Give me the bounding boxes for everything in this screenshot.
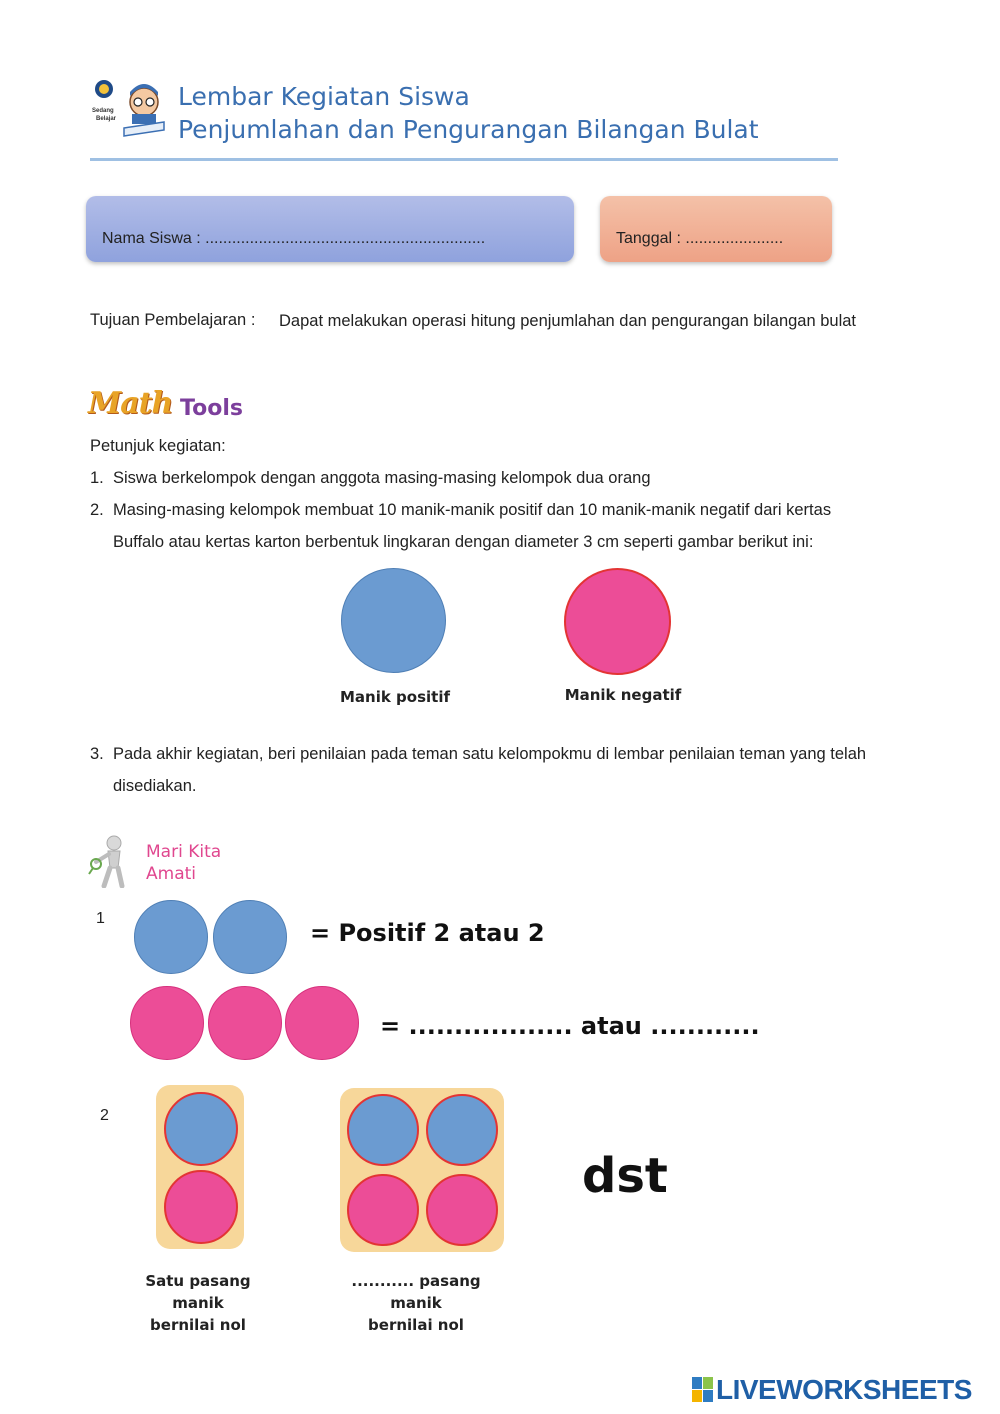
caption-line: manik <box>390 1294 442 1312</box>
brand-text: LIVEWORKSHEETS <box>716 1374 972 1405</box>
list-number-2: 2. <box>90 501 104 519</box>
negative-bead <box>564 568 671 675</box>
logo-emblem <box>92 78 170 144</box>
instruction-item-1: Siswa berkelompok dengan anggota masing-masing kelompok dua orang <box>113 469 651 487</box>
student-name-label: Nama Siswa : ............................................................... <box>102 230 486 247</box>
instructions-heading: Petunjuk kegiatan: <box>90 437 226 455</box>
negative-bead <box>347 1174 419 1246</box>
negative-bead <box>208 986 282 1060</box>
one-pair-caption <box>120 1270 276 1336</box>
positive-bead <box>134 900 208 974</box>
list-number-3: 3. <box>90 745 104 763</box>
objective-label: Tujuan Pembelajaran : <box>90 311 256 329</box>
caption-line: ........... pasang <box>351 1272 481 1290</box>
logo-text-2: Belajar <box>96 116 117 122</box>
page-subtitle: Penjumlahan dan Pengurangan Bilangan Bulat <box>178 115 759 144</box>
negative-bead <box>164 1170 238 1244</box>
date-box[interactable] <box>600 196 832 262</box>
observer-figure-icon <box>88 834 134 888</box>
instruction-item-2: Masing-masing kelompok membuat 10 manik-manik positif dan 10 manik-manik negatif dari kertas Buffalo atau kertas karton berbentuk lingkaran dengan diameter 3 cm seperti gambar berikut ini: <box>113 501 832 551</box>
caption-line: manik <box>172 1294 224 1312</box>
negative-bead-label: Manik negatif <box>564 686 682 704</box>
example-2-number: 2 <box>100 1107 109 1124</box>
n-pairs-caption <box>336 1270 496 1336</box>
header-divider <box>90 158 838 161</box>
logo-text-1: Sedang <box>92 108 114 114</box>
observe-heading-line1: Mari Kita <box>146 842 222 862</box>
example-1-number: 1 <box>96 910 105 927</box>
page-title: Lembar Kegiatan Siswa <box>178 82 470 111</box>
dst-text: dst <box>582 1148 668 1204</box>
liveworksheets-logo[interactable] <box>692 1374 992 1406</box>
student-name-box[interactable] <box>86 196 574 262</box>
tools-word: Tools <box>180 396 243 421</box>
math-word: Math <box>88 386 173 421</box>
negative-bead <box>426 1174 498 1246</box>
objective-text: Dapat melakukan operasi hitung penjumlahan dan pengurangan bilangan bulat <box>279 312 857 330</box>
observe-heading-line2: Amati <box>146 864 196 884</box>
positive-bead <box>341 568 446 673</box>
list-number-1: 1. <box>90 469 104 487</box>
instruction-item-3: Pada akhir kegiatan, beri penilaian pada teman satu kelompokmu di lembar penilaian teman yang telah disediakan. <box>113 745 867 795</box>
positive-bead-label: Manik positif <box>339 688 451 706</box>
caption-line: bernilai nol <box>150 1316 246 1334</box>
math-tools-logo <box>88 386 258 432</box>
positive-bead <box>213 900 287 974</box>
liveworksheets-icon <box>692 1377 714 1403</box>
date-label: Tanggal : ...................... <box>616 230 784 247</box>
negative-bead <box>285 986 359 1060</box>
negative-bead <box>130 986 204 1060</box>
positive-bead <box>426 1094 498 1166</box>
negative-equation: = .................. atau ............ <box>380 1012 760 1040</box>
caption-line: bernilai nol <box>368 1316 464 1334</box>
positive-equation: = Positif 2 atau 2 <box>310 919 545 947</box>
positive-bead <box>164 1092 238 1166</box>
caption-line: Satu pasang <box>145 1272 251 1290</box>
positive-bead <box>347 1094 419 1166</box>
